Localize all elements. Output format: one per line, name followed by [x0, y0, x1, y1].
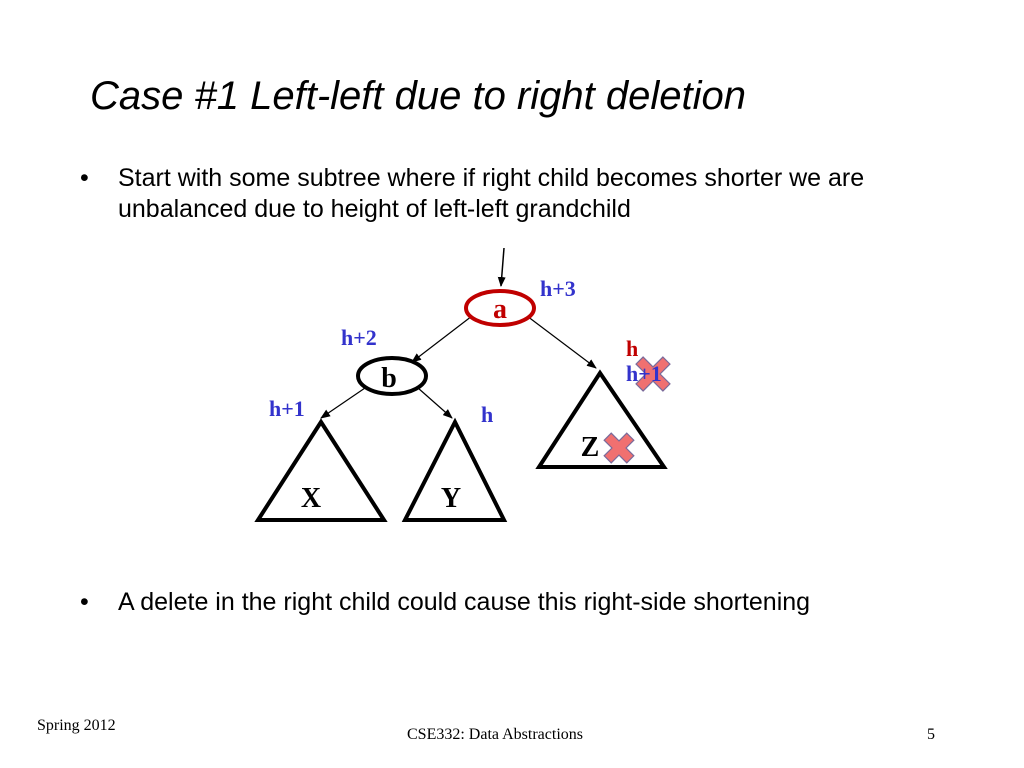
bullet-text: A delete in the right child could cause this right-side shortening [118, 588, 811, 616]
height-label-y: h [481, 402, 494, 427]
height-label-a: h+3 [540, 276, 576, 301]
height-label-x: h+1 [269, 396, 305, 421]
subtree-y-label: Y [440, 483, 462, 514]
slide-number: 5 [927, 726, 935, 743]
node-a-label: a [493, 294, 507, 325]
edge-b-y [418, 388, 452, 418]
edge-a-b [412, 316, 472, 362]
edge-a-z [527, 316, 596, 368]
root-incoming-arrow [501, 248, 504, 286]
bullet-marker: • [80, 164, 89, 192]
node-b-label: b [381, 363, 397, 394]
subtree-x-label: X [300, 483, 322, 514]
edge-b-x [321, 388, 365, 418]
slide-title: Case #1 Left-left due to right deletion [90, 74, 746, 118]
height-label-z-old: h+1 [626, 361, 662, 386]
height-label-b: h+2 [341, 325, 377, 350]
bullet-text: Start with some subtree where if right child becomes shorter we are unbalanced due to height of left-left grandchild [118, 164, 865, 223]
subtree-z-label: Z [580, 432, 600, 463]
height-label-z-new: h [626, 336, 639, 361]
footer-course: CSE332: Data Abstractions [407, 726, 583, 743]
bullet-item [80, 587, 980, 618]
bullet-marker: • [80, 588, 89, 616]
footer-date: Spring 2012 [37, 717, 116, 734]
